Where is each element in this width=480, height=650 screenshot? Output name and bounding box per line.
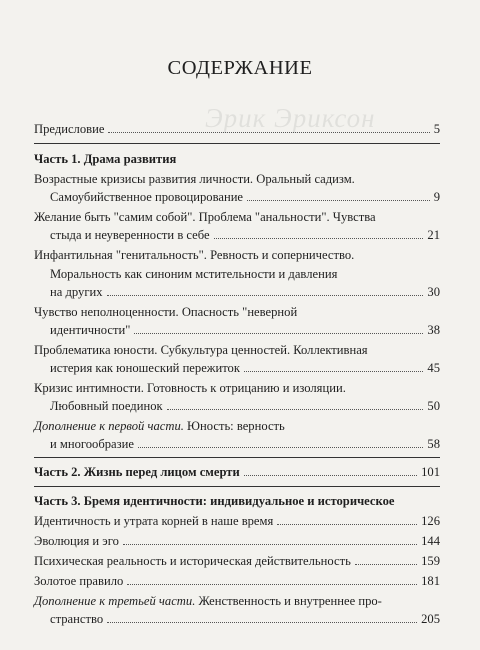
- toc-entry-line[interactable]: [34, 169, 440, 187]
- toc-entry-title: Проблематика юности. Субкультура ценностей. Коллективная: [34, 343, 368, 357]
- dot-leader: [134, 333, 423, 334]
- toc-entry-line[interactable]: [50, 434, 440, 452]
- page-number: 58: [427, 437, 440, 451]
- toc-entry-title: странство: [50, 612, 104, 626]
- toc-entry-title: на других: [50, 285, 103, 299]
- toc-entry-title: Предисловие: [34, 122, 105, 136]
- dot-leader: [127, 584, 417, 585]
- toc-entry-line[interactable]: [34, 551, 440, 569]
- page-number: 30: [427, 285, 440, 299]
- toc-entry-title: Самоубийственное провоцирование: [50, 190, 244, 204]
- toc-entry-title: Часть 2. Жизнь перед лицом смерти: [34, 465, 240, 479]
- toc-entry-title: Моральность как синоним мстительности и давления: [50, 267, 338, 281]
- toc-entry-title: Возрастные кризисы развития личности. Оральный садизм.: [34, 172, 355, 186]
- toc-entry-title: Женственность и внутреннее про-: [195, 594, 382, 608]
- toc-entry-title: Любовный поединок: [50, 399, 163, 413]
- toc-entry-title: Чувство неполноценности. Опасность "неверной: [34, 305, 298, 319]
- toc-entry-title: Золотое правило: [34, 574, 124, 588]
- toc-entry-line[interactable]: [34, 511, 440, 529]
- toc-entry-title: Психическая реальность и историческая действительность: [34, 554, 351, 568]
- page-title: СОДЕРЖАНИЕ: [167, 57, 313, 79]
- toc-entry-line[interactable]: [50, 264, 440, 282]
- toc-entry-line[interactable]: [34, 378, 440, 396]
- page-number: 181: [421, 574, 440, 588]
- toc-entry-line[interactable]: [34, 207, 440, 225]
- dot-leader: [107, 295, 424, 296]
- dot-leader: [247, 200, 430, 201]
- toc-entry-line[interactable]: [34, 245, 440, 263]
- dot-leader: [244, 371, 423, 372]
- page-number: 9: [433, 190, 440, 204]
- divider: [34, 457, 440, 458]
- toc-entry-title: истерия как юношеский пережиток: [50, 361, 240, 375]
- dot-leader: [167, 409, 424, 410]
- toc-entry-line[interactable]: [50, 282, 440, 300]
- dot-leader: [138, 447, 423, 448]
- toc-entry-title: Идентичность и утрата корней в наше время: [34, 514, 274, 528]
- toc-entry-line[interactable]: [50, 609, 440, 627]
- toc-entry-title: Инфантильная "генитальность". Ревность и соперничество.: [34, 248, 355, 262]
- dot-leader: [277, 524, 417, 525]
- dot-leader: [214, 238, 424, 239]
- toc-entry-line[interactable]: [34, 591, 440, 609]
- toc-entry-line[interactable]: [50, 225, 440, 243]
- dot-leader: [123, 544, 417, 545]
- page-number: 101: [421, 465, 440, 479]
- toc-entry-title: Желание быть "самим собой". Проблема "анальности". Чувства: [34, 210, 376, 224]
- dot-leader: [355, 564, 417, 565]
- page-number: 45: [427, 361, 440, 375]
- dot-leader: [244, 475, 417, 476]
- page-number: 144: [421, 534, 440, 548]
- toc-entry-line[interactable]: [50, 396, 440, 414]
- toc-entry-line[interactable]: [34, 571, 440, 589]
- page-number: 38: [427, 323, 440, 337]
- toc-entry-title: идентичности": [50, 323, 131, 337]
- dot-leader: [108, 132, 429, 133]
- toc-entry-title-italic: Дополнение к третьей части.: [34, 594, 196, 608]
- toc-entry-line[interactable]: [34, 340, 440, 358]
- page-number: 159: [421, 554, 440, 568]
- bleed-through-text: Эрик Эриксон: [205, 103, 376, 133]
- toc-entry-line[interactable]: [50, 187, 440, 205]
- part-heading-1[interactable]: Часть 1. Драма развития: [34, 152, 177, 166]
- toc-entry-line[interactable]: [50, 320, 440, 338]
- dot-leader: [107, 622, 417, 623]
- toc-entry-line[interactable]: [34, 531, 440, 549]
- toc-entry-title: Юность: верность: [183, 419, 285, 433]
- toc-entry-title: и многообразие: [50, 437, 134, 451]
- toc-entry-preface[interactable]: [34, 119, 440, 137]
- toc-entry-title-italic: Дополнение к первой части.: [34, 419, 184, 433]
- page-number: 50: [427, 399, 440, 413]
- divider: [34, 486, 440, 487]
- toc-entry-line[interactable]: [50, 358, 440, 376]
- divider: [34, 143, 440, 144]
- page-number: 21: [427, 228, 440, 242]
- toc-entry-title: Эволюция и эго: [34, 534, 119, 548]
- toc-entry-line[interactable]: [34, 302, 440, 320]
- page-number: 205: [421, 612, 440, 626]
- part-heading-3[interactable]: Часть 3. Бремя идентичности: индивидуальное и историческое: [34, 494, 395, 508]
- page-number: 5: [433, 122, 440, 136]
- toc-entry-title: Кризис интимности. Готовность к отрицанию и изоляции.: [34, 381, 346, 395]
- part-heading-2[interactable]: [34, 462, 440, 480]
- toc-entry-title: стыда и неуверенности в себе: [50, 228, 210, 242]
- page-number: 126: [421, 514, 440, 528]
- toc-entry-line[interactable]: [34, 416, 440, 434]
